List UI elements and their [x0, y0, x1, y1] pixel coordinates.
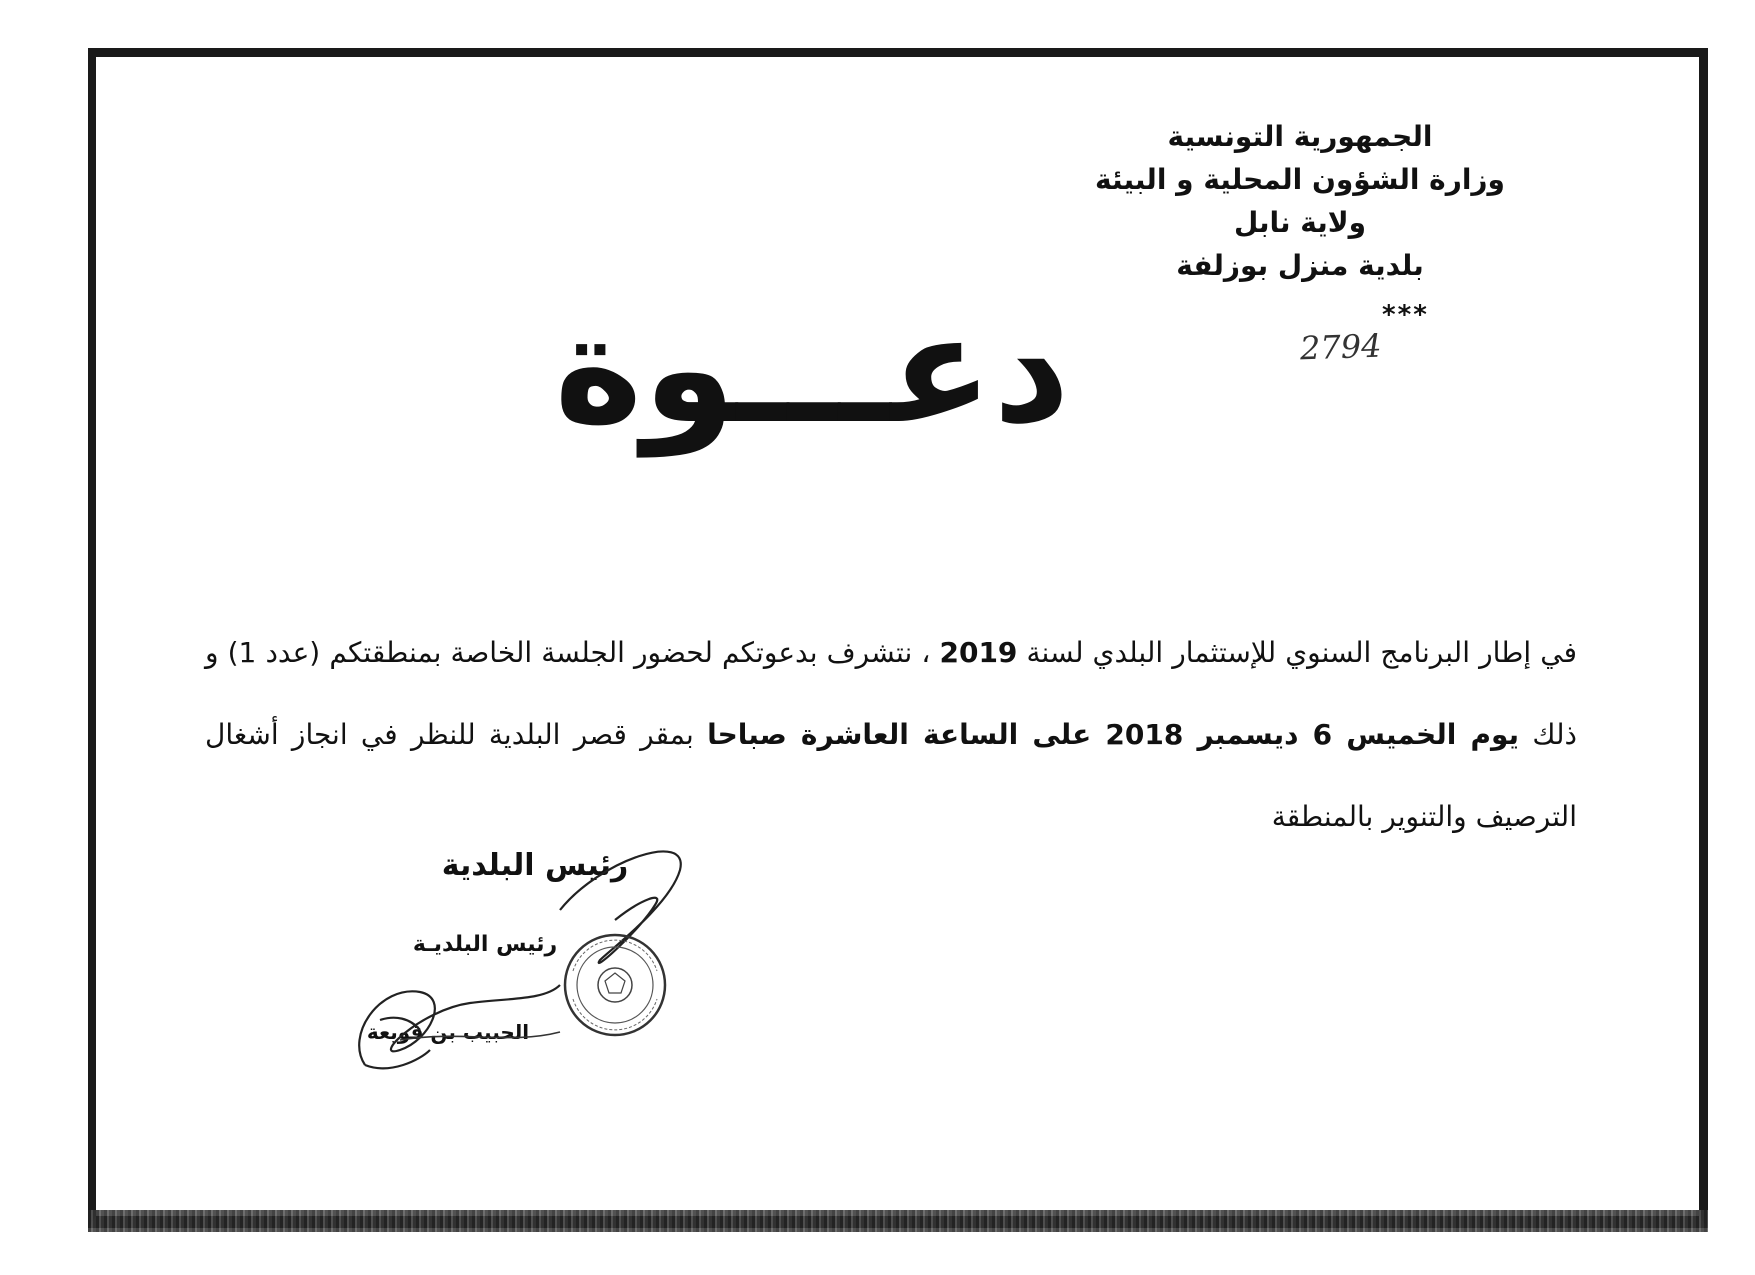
paragraph-year: 2019	[939, 636, 1018, 669]
reference-number: 2794	[1299, 326, 1383, 368]
letterhead-municipality: بلدية منزل بوزلفة	[1176, 249, 1424, 282]
signature-title: رئيس البلدية	[441, 848, 629, 883]
stamp-title: رئيس البلديـة	[412, 932, 558, 957]
letterhead-ministry: وزارة الشؤون المحلية و البيئة	[1095, 163, 1505, 196]
header-stars: ***	[1382, 300, 1429, 330]
paragraph-part-2: ، نتشرف بدعوتكم لحضور الجلسة الخاصة بمنطقتكم (عدد 1) و ذلك	[205, 636, 1577, 751]
letterhead-country: الجمهورية التونسية	[1167, 120, 1433, 153]
paragraph-part-1: في إطار البرنامج السنوي للإستثمار البلدي لسنة	[1017, 636, 1577, 669]
paragraph-part-3: بمقر قصر البلدية للنظر في انجاز أشغال الترصيف والتنوير بالمنطقة	[205, 718, 1577, 833]
letterhead	[1040, 115, 1560, 287]
stamp-mayor-name: الحبيب بن قويعة	[366, 1020, 530, 1044]
paragraph-date: يوم الخميس 6 ديسمبر 2018 على الساعة العاشرة صباحا	[707, 718, 1520, 751]
document-border-bottom	[88, 1210, 1708, 1232]
invitation-paragraph	[205, 612, 1577, 858]
letterhead-governorate: ولاية نابل	[1233, 206, 1367, 239]
document-title: دعـــوة	[554, 283, 1070, 457]
